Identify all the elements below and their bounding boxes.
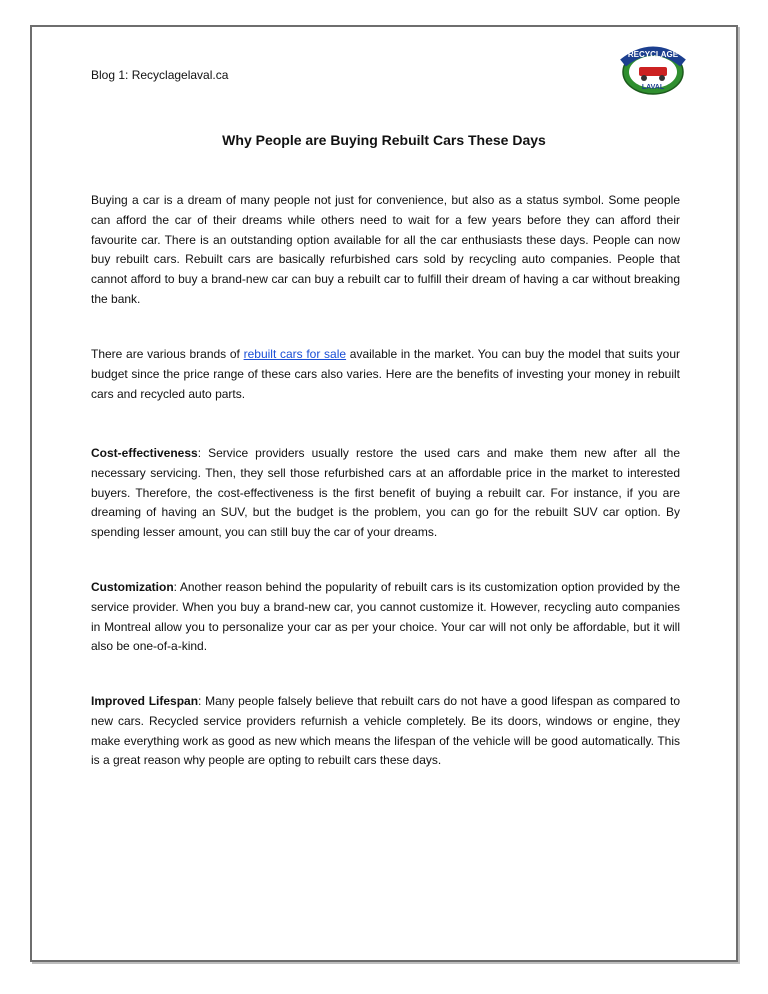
- customization-text: : Another reason behind the popularity of rebuilt cars is its customization option provided by the service provider. When you buy a brand-new car, you cannot customize it. However, recycling auto companies in Montreal allow you to personalize your car as per your choice. Your car will not only be affordable, but it will also be one-of-a-kind.: [91, 580, 680, 654]
- improved-lifespan-heading: Improved Lifespan: [91, 694, 199, 708]
- paragraph-intro: Buying a car is a dream of many people not just for convenience, but also as a status symbol. Some people can afford the car of their dreams while others need to wait for a few years before they can afford their favourite car. There is an outstanding option available for all the car enthusiasts these days. People can now buy rebuilt cars. Rebuilt cars are basically refurbished cars sold by recycling auto companies. People that cannot afford to buy a brand-new car can buy a rebuilt car to fulfill their dream of having a car without breaking the bank.: [91, 193, 680, 306]
- paragraph-brands-text-1: There are various brands of: [91, 347, 244, 361]
- article-title: Why People are Buying Rebuilt Cars These Days: [222, 132, 546, 148]
- document-page: [30, 25, 738, 962]
- logo-text-top: RECYCLAGE: [627, 50, 679, 59]
- cost-effectiveness-text: : Service providers usually restore the used cars and make them new after all the necessary servicing. Then, they sell those refurbished cars at an affordable price in the market to interested buyers. Therefore, the cost-effectiveness is the first benefit of buying a rebuilt car. For instance, if you are dreaming of having an SUV, but the budget is the problem, you can go for the rebuilt SUV car option. By spending lesser amount, you can still buy the car of your dreams.: [91, 446, 680, 540]
- improved-lifespan-text: : Many people falsely believe that rebuilt cars do not have a good lifespan as compared to new cars. Recycled service providers refurnish a vehicle completely. Be its doors, windows or engine, they make everything work as good as new which means the lifespan of the vehicle will be good automatically. This is a great reason why people are opting to rebuilt cars these days.: [91, 694, 680, 768]
- paragraph-cost-effectiveness: [91, 444, 680, 543]
- paragraph-brands: [91, 345, 680, 404]
- customization-heading: Customization: [91, 580, 174, 594]
- blog-label: Blog 1: Recyclagelaval.ca: [91, 68, 229, 82]
- logo-text-bottom: LAVAL: [641, 84, 665, 91]
- recyclage-laval-logo: [615, 41, 691, 99]
- rebuilt-cars-for-sale-link[interactable]: rebuilt cars for sale: [243, 347, 347, 361]
- paragraph-improved-lifespan: [91, 692, 680, 771]
- paragraph-customization: [91, 578, 680, 657]
- cost-effectiveness-heading: Cost-effectiveness: [91, 446, 198, 460]
- paragraph-brands-text-2: available in the market. You can buy the model that suits your budget since the price range of these cars also varies. Here are the benefits of investing your money in rebuilt cars and recycled auto parts.: [91, 347, 681, 401]
